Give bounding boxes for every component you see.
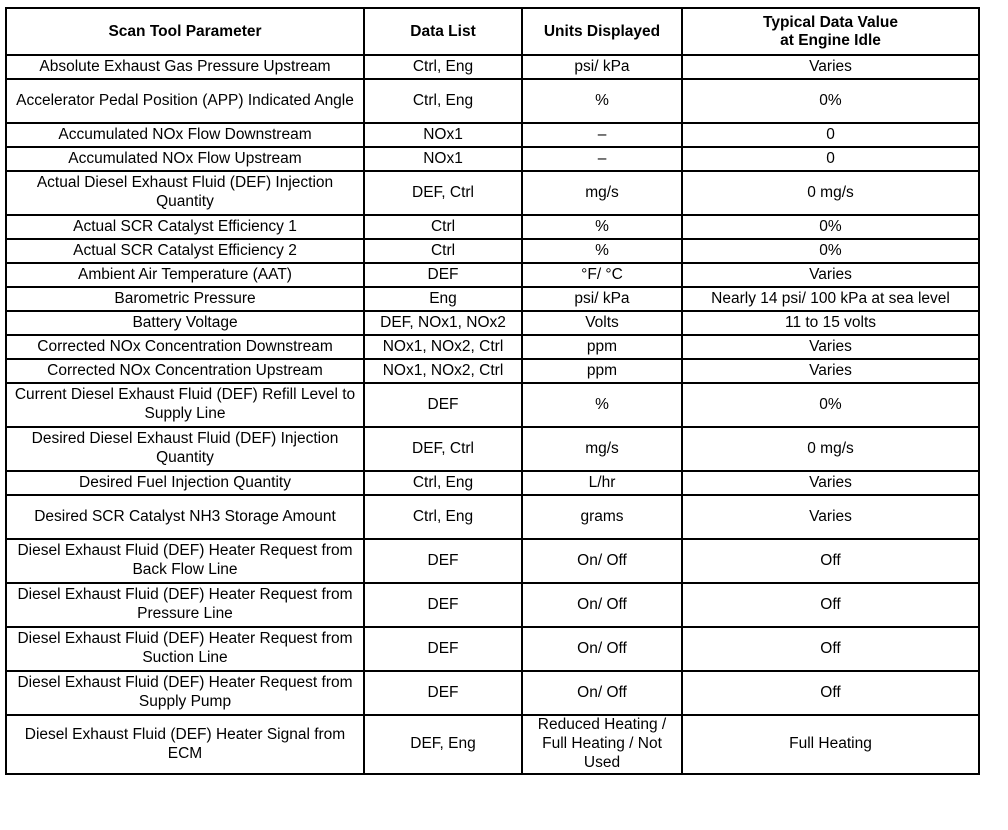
units-cell: –: [522, 147, 682, 171]
table-row: [6, 239, 979, 263]
header-row: [6, 8, 979, 55]
data-list-cell: DEF, Ctrl: [364, 427, 522, 471]
typical-value-cell: Varies: [682, 471, 979, 495]
units-cell: psi/ kPa: [522, 55, 682, 79]
typical-value-cell: Nearly 14 psi/ 100 kPa at sea level: [682, 287, 979, 311]
parameter-cell: Corrected NOx Concentration Upstream: [6, 359, 364, 383]
units-cell: Reduced Heating / Full Heating / Not Used: [522, 715, 682, 774]
units-cell: On/ Off: [522, 583, 682, 627]
parameter-cell: Actual Diesel Exhaust Fluid (DEF) Injection Quantity: [6, 171, 364, 215]
units-cell: Volts: [522, 311, 682, 335]
parameter-cell: Accumulated NOx Flow Upstream: [6, 147, 364, 171]
typical-value-cell: Full Heating: [682, 715, 979, 774]
data-list-cell: Ctrl, Eng: [364, 495, 522, 539]
typical-value-cell: Varies: [682, 335, 979, 359]
table-row: [6, 495, 979, 539]
table-row: [6, 263, 979, 287]
parameter-cell: Accumulated NOx Flow Downstream: [6, 123, 364, 147]
parameter-cell: Current Diesel Exhaust Fluid (DEF) Refill Level to Supply Line: [6, 383, 364, 427]
table-row: [6, 471, 979, 495]
data-list-cell: Ctrl, Eng: [364, 79, 522, 123]
units-cell: °F/ °C: [522, 263, 682, 287]
typical-value-cell: 0%: [682, 215, 979, 239]
typical-value-cell: 0%: [682, 79, 979, 123]
header-scan-tool-parameter: Scan Tool Parameter: [6, 8, 364, 55]
typical-value-cell: 11 to 15 volts: [682, 311, 979, 335]
data-list-cell: DEF: [364, 383, 522, 427]
data-list-cell: NOx1: [364, 123, 522, 147]
table-row: [6, 215, 979, 239]
data-list-cell: DEF: [364, 263, 522, 287]
units-cell: psi/ kPa: [522, 287, 682, 311]
data-list-cell: DEF: [364, 627, 522, 671]
parameter-cell: Absolute Exhaust Gas Pressure Upstream: [6, 55, 364, 79]
table-row: [6, 147, 979, 171]
data-list-cell: NOx1: [364, 147, 522, 171]
table-row: [6, 671, 979, 715]
units-cell: On/ Off: [522, 627, 682, 671]
units-cell: mg/s: [522, 427, 682, 471]
data-list-cell: DEF, NOx1, NOx2: [364, 311, 522, 335]
data-list-cell: DEF: [364, 671, 522, 715]
data-list-cell: Ctrl: [364, 239, 522, 263]
table-row: [6, 627, 979, 671]
units-cell: –: [522, 123, 682, 147]
units-cell: %: [522, 79, 682, 123]
units-cell: %: [522, 215, 682, 239]
typical-value-cell: 0%: [682, 383, 979, 427]
table-body: [6, 55, 979, 774]
parameter-cell: Actual SCR Catalyst Efficiency 1: [6, 215, 364, 239]
data-list-cell: NOx1, NOx2, Ctrl: [364, 335, 522, 359]
typical-value-cell: Off: [682, 539, 979, 583]
scan-tool-parameter-table: [5, 7, 980, 775]
table-row: [6, 123, 979, 147]
parameter-cell: Ambient Air Temperature (AAT): [6, 263, 364, 287]
parameter-cell: Diesel Exhaust Fluid (DEF) Heater Request from Back Flow Line: [6, 539, 364, 583]
units-cell: %: [522, 239, 682, 263]
parameter-cell: Diesel Exhaust Fluid (DEF) Heater Signal from ECM: [6, 715, 364, 774]
table-row: [6, 539, 979, 583]
data-list-cell: Eng: [364, 287, 522, 311]
parameter-cell: Desired Diesel Exhaust Fluid (DEF) Injection Quantity: [6, 427, 364, 471]
data-list-cell: Ctrl, Eng: [364, 55, 522, 79]
units-cell: ppm: [522, 359, 682, 383]
table-row: [6, 55, 979, 79]
parameter-cell: Corrected NOx Concentration Downstream: [6, 335, 364, 359]
typical-value-cell: 0: [682, 123, 979, 147]
typical-value-cell: Varies: [682, 263, 979, 287]
typical-value-cell: 0 mg/s: [682, 427, 979, 471]
table-row: [6, 287, 979, 311]
table-row: [6, 583, 979, 627]
table-row: [6, 383, 979, 427]
units-cell: L/hr: [522, 471, 682, 495]
parameter-cell: Battery Voltage: [6, 311, 364, 335]
table-row: [6, 79, 979, 123]
data-list-cell: Ctrl: [364, 215, 522, 239]
table-row: [6, 171, 979, 215]
table-row: [6, 427, 979, 471]
units-cell: grams: [522, 495, 682, 539]
typical-value-cell: Varies: [682, 359, 979, 383]
header-units-displayed: Units Displayed: [522, 8, 682, 55]
header-typical-data-value: Typical Data Value at Engine Idle: [682, 8, 979, 55]
typical-value-cell: Off: [682, 627, 979, 671]
typical-value-cell: Varies: [682, 495, 979, 539]
data-list-cell: Ctrl, Eng: [364, 471, 522, 495]
parameter-cell: Desired Fuel Injection Quantity: [6, 471, 364, 495]
data-list-cell: NOx1, NOx2, Ctrl: [364, 359, 522, 383]
typical-value-cell: 0: [682, 147, 979, 171]
parameter-cell: Diesel Exhaust Fluid (DEF) Heater Request from Pressure Line: [6, 583, 364, 627]
parameter-cell: Accelerator Pedal Position (APP) Indicated Angle: [6, 79, 364, 123]
table-row: [6, 715, 979, 774]
table-row: [6, 359, 979, 383]
units-cell: mg/s: [522, 171, 682, 215]
data-list-cell: DEF, Eng: [364, 715, 522, 774]
parameter-cell: Diesel Exhaust Fluid (DEF) Heater Request from Supply Pump: [6, 671, 364, 715]
typical-value-cell: 0%: [682, 239, 979, 263]
data-list-cell: DEF: [364, 539, 522, 583]
units-cell: %: [522, 383, 682, 427]
table-row: [6, 335, 979, 359]
units-cell: On/ Off: [522, 539, 682, 583]
typical-value-cell: 0 mg/s: [682, 171, 979, 215]
header-data-list: Data List: [364, 8, 522, 55]
typical-value-cell: Off: [682, 671, 979, 715]
units-cell: ppm: [522, 335, 682, 359]
typical-value-cell: Varies: [682, 55, 979, 79]
table-row: [6, 311, 979, 335]
parameter-cell: Desired SCR Catalyst NH3 Storage Amount: [6, 495, 364, 539]
units-cell: On/ Off: [522, 671, 682, 715]
parameter-cell: Actual SCR Catalyst Efficiency 2: [6, 239, 364, 263]
parameter-cell: Diesel Exhaust Fluid (DEF) Heater Request from Suction Line: [6, 627, 364, 671]
data-list-cell: DEF: [364, 583, 522, 627]
typical-value-cell: Off: [682, 583, 979, 627]
table-header: [6, 8, 979, 55]
parameter-cell: Barometric Pressure: [6, 287, 364, 311]
data-list-cell: DEF, Ctrl: [364, 171, 522, 215]
